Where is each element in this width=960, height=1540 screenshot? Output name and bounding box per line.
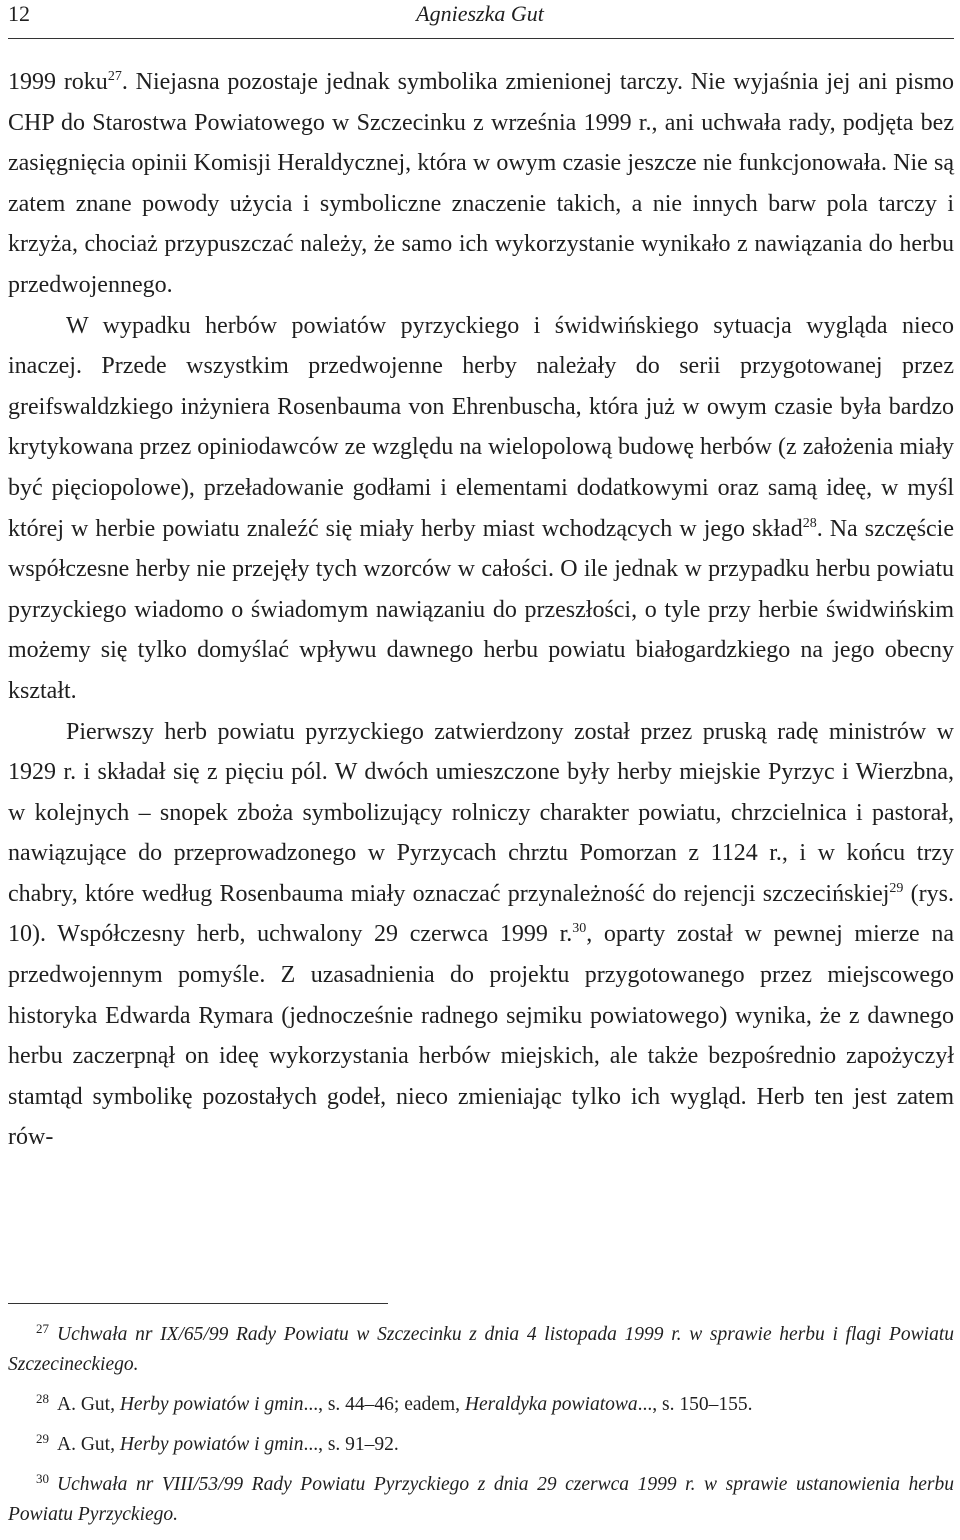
header-rule <box>8 38 954 39</box>
paragraph-3: Pierwszy herb powiatu pyrzyckiego zatwierdzony został przez pruską radę ministrów w 1929 r. i składał się z pięciu pól. W dwóch umieszczone były herby miejskie Pyrzyc i Wierzbna, w kolejnych – snopek zboża symbolizujący rolniczy charakter powiatu, chrzcielnica i pastorał, nawiązujące do przeprowadzonego w Pyrzycach chrztu Pomorzan z 1124 r., i w końcu trzy chabry, które według Rosenbauma miały oznaczać przynależność do rejencji szczecińskiej$^{29}$ (rys. 10). Współczesny herb, uchwalony 29 czerwca 1999 r.$^{30}$, oparty został w pewnej mierze na przedwojennym pomyśle. Z uzasadnienia do projektu przygotowanego przez miejscowego historyka Edwarda Rymara (jednocześnie radnego sejmiku powiatowego) wynika, że z dawnego herbu zaczerpnął on ideę wykorzystania herbów miejskich, ale także bezpośrednio zapożyczył stamtąd symbolikę pozostałych godeł, nieco zmieniając tylko ich wygląd. Herb ten jest zatem rów- <box>8 718 955 1151</box>
footnote-ref-28[interactable]: 28 <box>802 515 817 531</box>
footnotes <box>8 1320 954 1540</box>
footnote-rule <box>8 1303 388 1304</box>
page-number: 12 <box>8 1 30 26</box>
footnote-ref-27[interactable]: 27 <box>107 69 122 84</box>
running-head-author: Agnieszka Gut <box>416 1 544 26</box>
paragraph-1: 1999 roku$^{27}$. Niejasna pozostaje jednak symbolika zmienionej tarczy. Nie wyjaśnia jej ani pismo CHP do Starostwa Powiatowego w Szczecinku z września 1999 r., ani uchwała rady, podjęta bez zasięgnięcia opinii Komisji Heraldycznej, która w owym czasie jeszcze nie funkcjonowała. Nie są zatem znane powody użycia i symboliczne znaczenie takich, a nie innych barw pola tarczy i krzyża, chociaż przypuszczać należy, że samo ich wykorzystanie wynikało z nawiązania do herbu przedwojennego. <box>8 69 954 298</box>
footnote-27: $^{27}$ Uchwała nr IX/65/99 Rady Powiatu w Szczecinku z dnia 4 listopada 1999 r. w sprawie herbu i flagi Powiatu Szczecineckiego. <box>8 1321 954 1375</box>
paragraph-2: W wypadku herbów powiatów pyrzyckiego i świdwińskiego sytuacja wygląda nieco inaczej. Przede wszystkim przedwojenne herby należały do serii przygotowanej przez greifswaldzkiego inżyniera Rosenbauma von Ehrenbuscha, która już w owym czasie była bardzo krytykowana przez opiniodawców ze względu na wielopolową budowę herbów (z założenia miały być pięciopolowe), przeładowanie godłami i elementami dodatkowymi oraz samą ideę, w myśl której w herbie powiatu znaleźć się miały herby miast wchodzących w jego skład$^{28}$. Na szczęście współczesne herby nie przejęły tych wzorców w całości. O ile jednak w przypadku herbu powiatu pyrzyckiego wiadomo o świadomym nawiązaniu do przeszłości, o tyle przy herbie świdwińskim możemy się tylko domyślać wpływu dawnego herbu powiatu białogardzkiego na jego obecny kształt. <box>8 312 955 704</box>
page-header <box>8 0 952 32</box>
footnote-ref-30[interactable]: 30 <box>572 921 587 937</box>
footnote-28: $^{28}$ A. Gut, Herby powiatów i gmin..., s. 44–46; eadem, Heraldyka powiatowa..., s. 150–155. <box>36 1391 753 1415</box>
main-text <box>8 62 954 1158</box>
footnote-29: $^{29}$ A. Gut, Herby powiatów i gmin..., s. 91–92. <box>36 1431 399 1455</box>
footnote-30: $^{30}$ Uchwała nr VIII/53/99 Rady Powiatu Pyrzyckiego z dnia 29 czerwca 1999 r. w sprawie ustanowienia herbu Powiatu Pyrzyckiego. <box>8 1471 954 1525</box>
footnote-ref-29[interactable]: 29 <box>889 880 904 896</box>
